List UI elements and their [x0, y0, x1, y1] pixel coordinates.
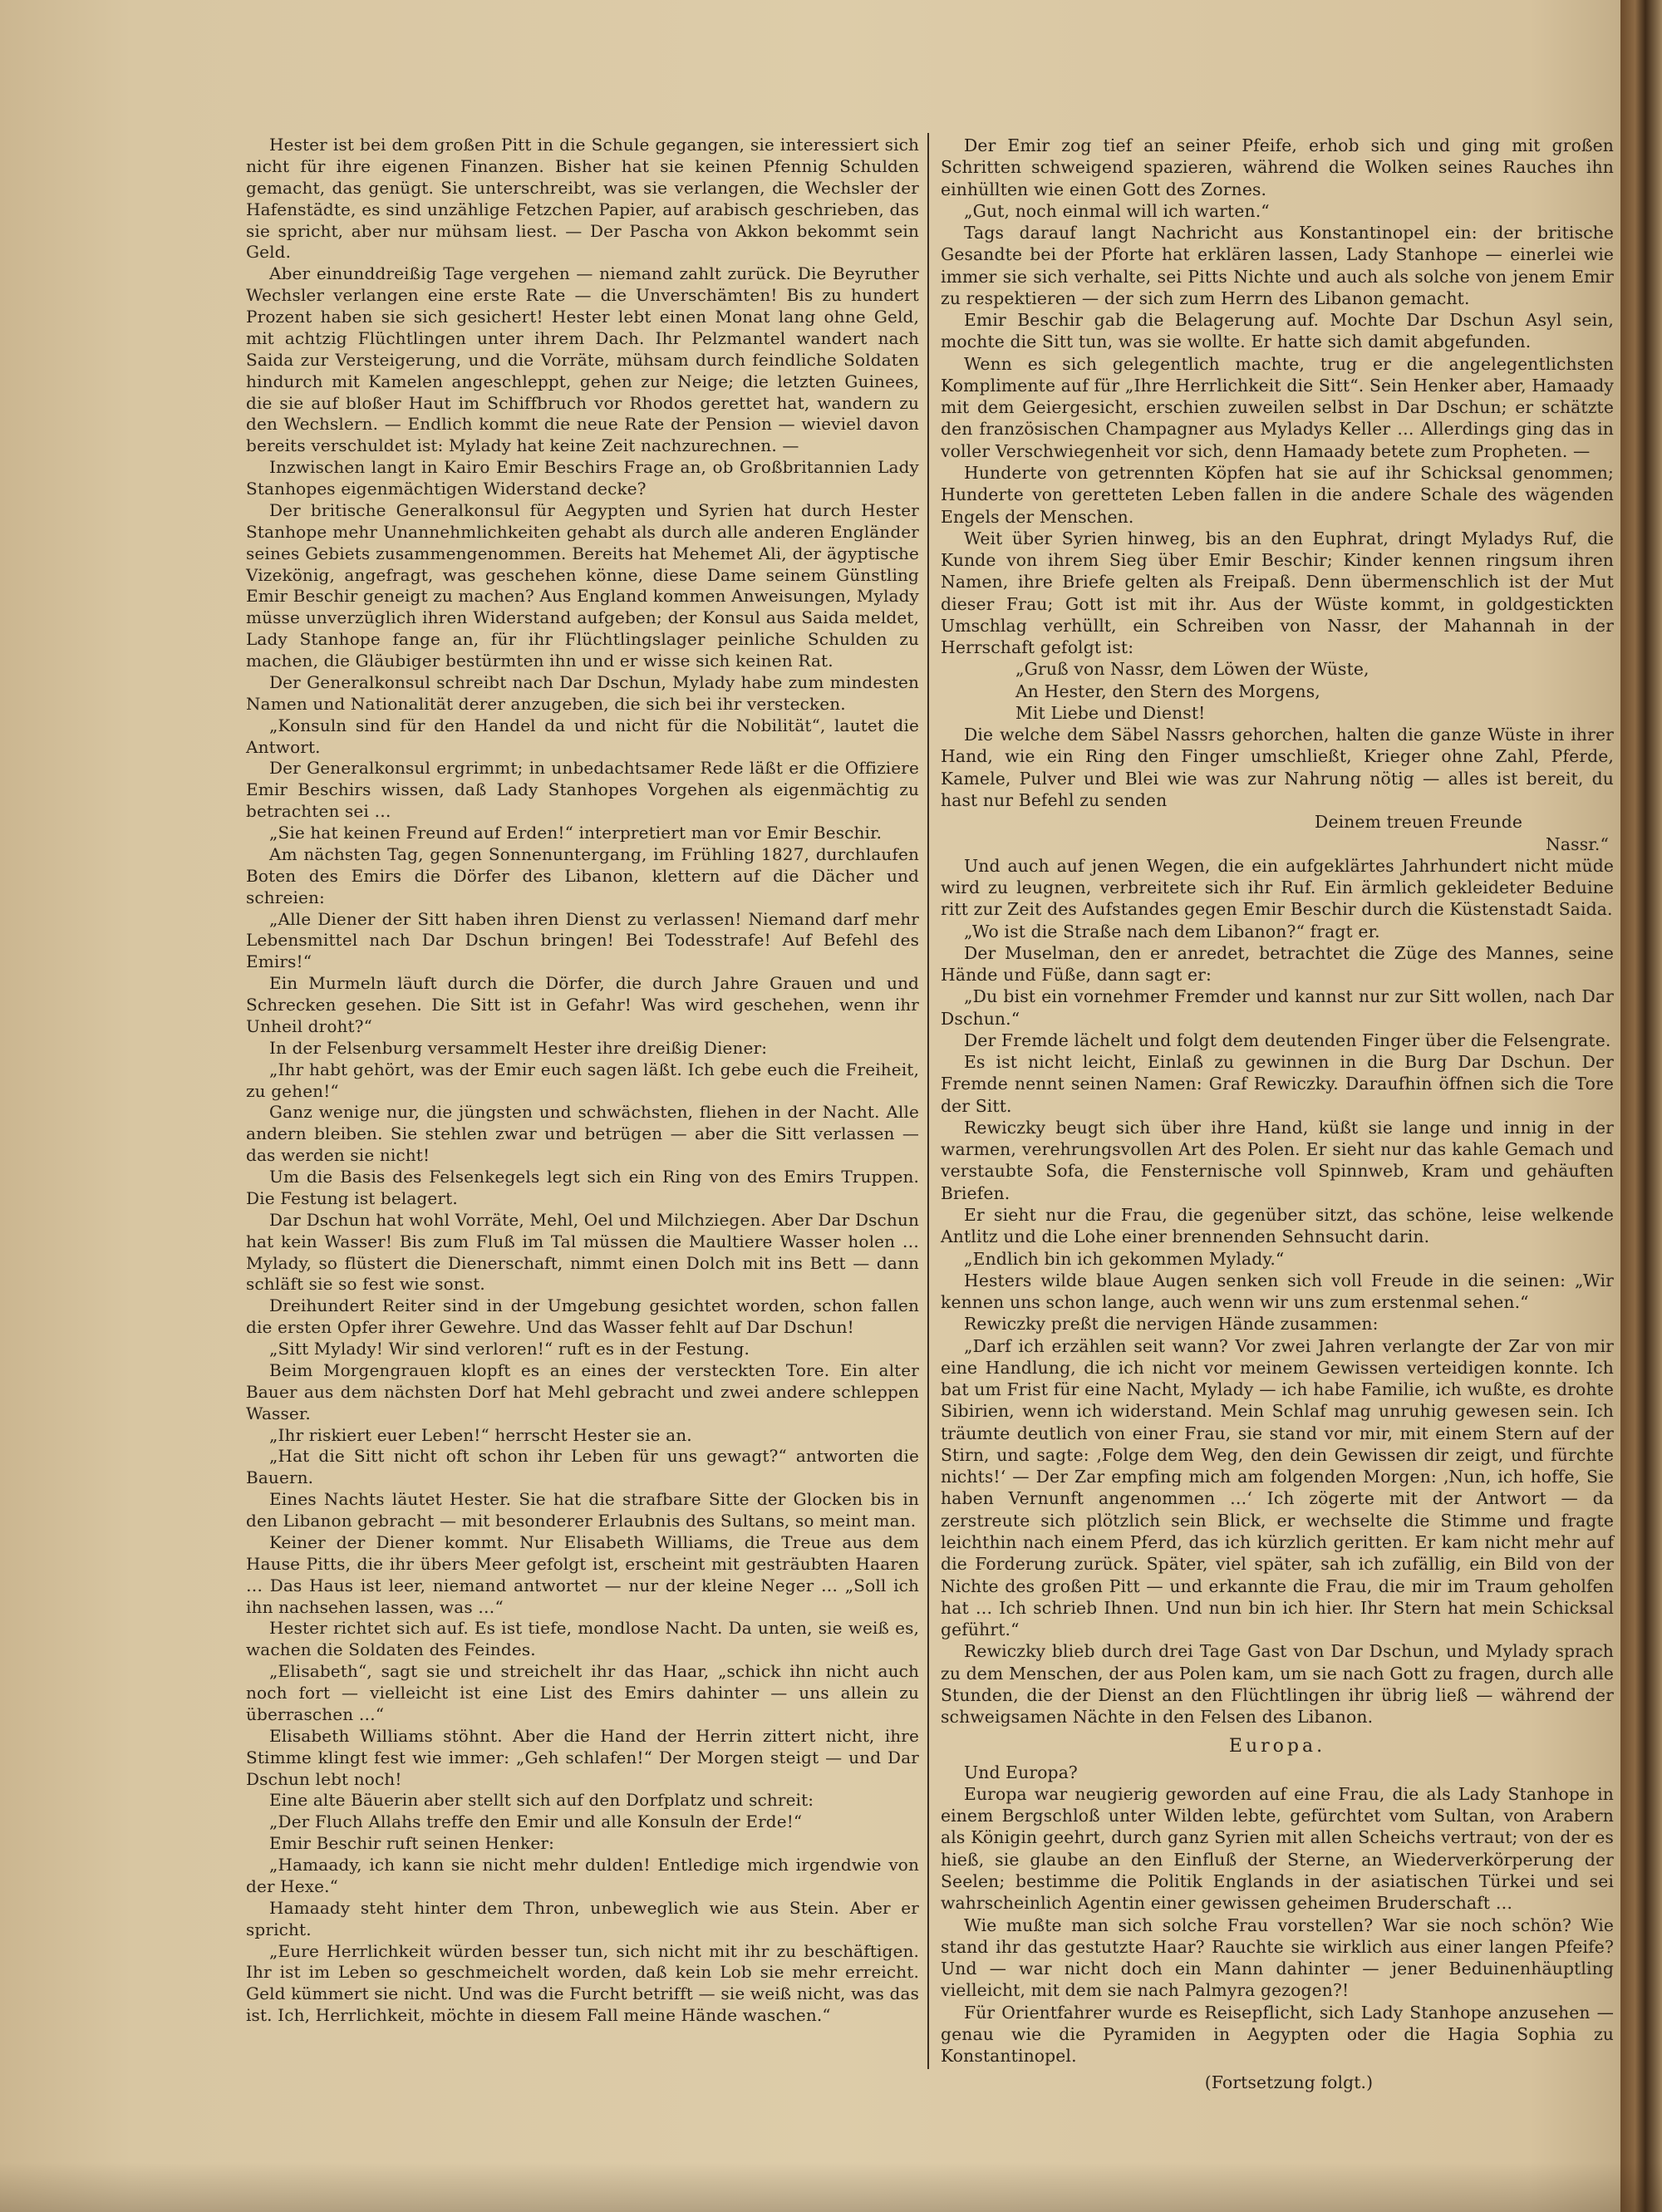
right-text-column — [941, 135, 1614, 2094]
article-paragraph: Hester richtet sich auf. Es ist tiefe, mondlose Nacht. Da unten, sie weiß es, wachen die Soldaten des Feindes. — [246, 1618, 919, 1660]
article-paragraph: Hamaady steht hinter dem Thron, unbeweglich wie aus Stein. Aber er spricht. — [246, 1897, 919, 1939]
article-paragraph: Weit über Syrien hinweg, bis an den Euphrat, dringt Myladys Ruf, die Kunde von ihrem Sieg über Emir Beschir; Kinder kennen ringsum ihren Namen, ihre Briefe gelten als Freipaß. Denn übermenschlich ist der Mut dieser Frau; Gott ist mit ihr. Aus der Wüste kommt, in goldgestickten Umschlag verhüllt, ein Schreiben von Nassr, der Mahannah in der Herrschaft gefolgt ist: — [941, 528, 1614, 658]
article-paragraph: „Hat die Sitt nicht oft schon ihr Leben für uns gewagt?“ antworten die Bauern. — [246, 1446, 919, 1488]
article-paragraph: Eines Nachts läutet Hester. Sie hat die strafbare Sitte der Glocken bis in den Libanon gebracht — mit besonderer Erlaubnis des Sultans, so meint man. — [246, 1489, 919, 1531]
article-paragraph: Europa war neugierig geworden auf eine Frau, die als Lady Stanhope in einem Bergschloß unter Wilden lebte, gefürchtet vom Sultan, von Arabern als Königin geehrt, durch ganz Syrien mit allen Scheichs vertraut; von der es hieß, sie glaube an den Einfluß der Sterne, an Wiederverkörperung der Seelen; bestimme die Politik Englands in der asiatischen Türkei und sei wahrscheinlich Agentin einer gewissen geheimen Bruderschaft … — [941, 1783, 1614, 1914]
article-paragraph: Hunderte von getrennten Köpfen hat sie auf ihr Schicksal genommen; Hunderte von geretteten Leben fallen in die andere Schale des wägenden Engels der Menschen. — [941, 462, 1614, 527]
article-paragraph: „Hamaady, ich kann sie nicht mehr dulden! Entledige mich irgendwie von der Hexe.“ — [246, 1855, 919, 1896]
article-paragraph: Ganz wenige nur, die jüngsten und schwächsten, fliehen in der Nacht. Alle andern bleiben. Sie stehlen zwar und betrügen — aber die Sitt verlassen — das werden sie nicht! — [246, 1102, 919, 1166]
article-paragraph: Dar Dschun hat wohl Vorräte, Mehl, Oel und Milchziegen. Aber Dar Dschun hat kein Wasser! Bis zum Fluß im Tal müssen die Maultiere Wasser holen … Mylady, so flüstert die Dienerschaft, nimmt einen Dolch mit ins Bett — dann schläft sie so fest wie sonst. — [246, 1209, 919, 1295]
article-paragraph: Für Orientfahrer wurde es Reisepflicht, sich Lady Stanhope anzusehen — genau wie die Pyramiden in Aegypten oder die Hagia Sophia zu Konstantinopel. — [941, 2002, 1614, 2067]
article-paragraph: „Darf ich erzählen seit wann? Vor zwei Jahren verlangte der Zar von mir eine Handlung, die ich nicht vor meinem Gewissen verteidigen konnte. Ich bat um Frist für eine Nacht, Mylady — ich habe Familie, ich wußte, es drohte Sibirien, wenn ich widerstand. Mein Schlaf mag unruhig gewesen sein. Ich träumte deutlich von einer Frau, sie stand vor mir, mit einem Stern auf der Stirn, und sagte: ‚Folge dem Weg, den dein Gewissen dir zeigt, und fürchte nichts!‘ — Der Zar empfing mich am folgenden Morgen: ‚Nun, ich hoffe, Sie haben Vernunft angenommen …‘ Ich zögerte mit der Antwort — da zerstreute sich plötzlich sein Blick, er wechselte die Stimme und fragte leichthin nach einem Pferd, das ich kürzlich geritten. Er kam nicht mehr auf die Forderung zurück. Später, viel später, sah ich zufällig, ein Bild von der Nichte des großen Pitt — und erkannte die Frau, die mir im Traum geholfen hat … Ich schrieb Ihnen. Und nun bin ich hier. Ihr Stern hat mein Schicksal geführt.“ — [941, 1335, 1614, 1640]
book-binding-edge — [1620, 0, 1662, 2212]
article-paragraph: Er sieht nur die Frau, die gegenüber sitzt, das schöne, leise welkende Antlitz und die Lohe einer brennenden Sehnsucht darin. — [941, 1205, 1614, 1247]
article-paragraph: Tags darauf langt Nachricht aus Konstantinopel ein: der britische Gesandte bei der Pforte hat erklären lassen, Lady Stanhope — einerlei wie immer sie sich verhalte, sei Pitts Nichte und auch als solche von jenem Emir zu respektieren — der sich zum Herrn des Libanon gemacht. — [941, 223, 1614, 308]
article-paragraph: Der britische Generalkonsul für Aegypten und Syrien hat durch Hester Stanhope mehr Unannehmlichkeiten gehabt als durch alle anderen Engländer seines Gebiets zusammengenommen. Bereits hat Mehemet Ali, der ägyptische Vizekönig, angefragt, was geschehen könne, diese Dame seinem Günstling Emir Beschir geneigt zu machen? Aus England kommen Anweisungen, Mylady müsse unverzüglich ihren Widerstand aufgeben; der Konsul aus Saida meldet, Lady Stanhope fange an, für ihr Flüchtlingslager peinliche Schulden zu machen, die Gläubiger bestürmten ihn und er wisse sich keinen Rat. — [246, 499, 919, 671]
article-paragraph: Rewiczky preßt die nervigen Hände zusammen: — [964, 1314, 1379, 1335]
article-paragraph: Elisabeth Williams stöhnt. Aber die Hand der Herrin zittert nicht, ihre Stimme klingt fest wie immer: „Geh schlafen!“ Der Morgen steigt — und Dar Dschun lebt noch! — [246, 1725, 919, 1789]
article-paragraph: „Du bist ein vornehmer Fremder und kannst nur zur Sitt wollen, nach Dar Dschun.“ — [941, 986, 1614, 1029]
article-paragraph: „Eure Herrlichkeit würden besser tun, sich nicht mit ihr zu beschäftigen. Ihr ist im Leben so geschmeichelt worden, daß kein Lob sie mehr erreicht. Geld kümmert sie nicht. Und was die Furcht betrifft — sie weiß nicht, was das ist. Ich, Herrlichkeit, möchte in diesem Fall meine Hände waschen.“ — [246, 1940, 919, 2026]
article-paragraph: Am nächsten Tag, gegen Sonnenuntergang, im Frühling 1827, durchlaufen Boten des Emirs die Dörfer des Libanon, klettern auf die Dächer und schreien: — [246, 843, 919, 907]
article-paragraph: „Ihr riskiert euer Leben!“ herrscht Hester sie an. — [269, 1424, 692, 1445]
article-paragraph: Keiner der Diener kommt. Nur Elisabeth Williams, die Treue aus dem Hause Pitts, die ihr übers Meer gefolgt ist, erscheint mit gesträubten Haaren … Das Haus ist leer, niemand antwortet — nur der kleine Neger … „Soll ich ihn nachsehen lassen, was …“ — [246, 1531, 919, 1617]
article-paragraph: Inzwischen langt in Kairo Emir Beschirs Frage an, ob Großbritannien Lady Stanhopes eigenmächtigen Widerstand decke? — [246, 457, 919, 499]
article-paragraph: Rewiczky blieb durch drei Tage Gast von Dar Dschun, und Mylady sprach zu dem Menschen, der aus Polen kam, um sie nach Gott zu fragen, durch alle Stunden, die der Dienst an den Flüchtlingen ihr übrig ließ — während der schweigsamen Nächte in den Felsen des Libanon. — [941, 1641, 1614, 1728]
section-heading: Europa. — [1228, 1736, 1326, 1757]
article-paragraph: Emir Beschir gab die Belagerung auf. Mochte Dar Dschun Asyl sein, mochte die Sitt tun, was sie wollte. Er hatte sich damit abgefunden. — [941, 310, 1614, 352]
article-paragraph: „Alle Diener der Sitt haben ihren Dienst zu verlassen! Niemand darf mehr Lebensmittel nach Dar Dschun bringen! Bei Todesstrafe! Auf Befehl des Emirs!“ — [246, 908, 919, 972]
article-paragraph: „Elisabeth“, sagt sie und streichelt ihr das Haar, „schick ihn nicht auch noch fort — vielleicht ist eine List des Emirs dahinter — uns allein zu überraschen …“ — [246, 1661, 919, 1724]
article-paragraph: Der Fremde lächelt und folgt dem deutenden Finger über die Felsengrate. — [964, 1030, 1611, 1050]
article-paragraph: Wenn es sich gelegentlich machte, trug er die angelegentlichsten Komplimente auf für „Ihre Herrlichkeit die Sitt“. Sein Henker aber, Hamaady mit dem Geiergesicht, erschien zuweilen selbst in Dar Dschun; er schätzte den französischen Champagner aus Myladys Keller … Allerdings ging das in voller Verschwiegenheit vor sich, denn Hamaady betete zum Propheten. — — [941, 353, 1614, 461]
article-paragraph: Hester ist bei dem großen Pitt in die Schule gegangen, sie interessiert sich nicht für ihre eigenen Finanzen. Bisher hat sie keinen Pfennig Schulden gemacht, das genügt. Sie unterschreibt, was sie verlangen, die Wechsler der Hafenstädte, es sind unzählige Fetzchen Papier, auf arabisch geschrieben, das sie spricht, aber nur mühsam liest. — Der Pascha von Akkon bekommt sein Geld. — [246, 135, 919, 263]
article-paragraph: „Sitt Mylady! Wir sind verloren!“ ruft es in der Festung. — [269, 1339, 750, 1359]
article-paragraph: Wie mußte man sich solche Frau vorstellen? War sie noch schön? Wie stand ihr das gestutzte Haar? Rauchte sie wirklich aus einer langen Pfeife? Und — war nicht doch ein Mann dahinter — jener Beduinenhäuptling vielleicht, mit dem sie nach Palmyra gezogen?! — [941, 1915, 1614, 2001]
letter-verse-line: Mit Liebe und Dienst! — [1015, 702, 1206, 723]
article-paragraph: Der Emir zog tief an seiner Pfeife, erhob sich und ging mit großen Schritten schweigend spazieren, während die Wolken seines Rauches ihn einhüllten wie einen Gott des Zornes. — [941, 135, 1614, 199]
column-divider — [927, 133, 929, 2069]
left-text-column — [246, 135, 919, 2027]
article-paragraph: Emir Beschir ruft seinen Henker: — [269, 1833, 554, 1854]
article-paragraph: In der Felsenburg versammelt Hester ihre dreißig Diener: — [269, 1037, 768, 1058]
article-paragraph: Eine alte Bäuerin aber stellt sich auf den Dorfplatz und schreit: — [269, 1790, 814, 1811]
article-paragraph: Und auch auf jenen Wegen, die ein aufgeklärtes Jahrhundert nicht müde wird zu leugnen, verbreitete sich ihr Ruf. Ein ärmlich gekleideter Beduine ritt zur Zeit des Aufstandes gegen Emir Beschir durch die Küstenstadt Saida. — [941, 855, 1614, 920]
letter-verse-line: „Gruß von Nassr, dem Löwen der Wüste, — [1015, 659, 1369, 680]
article-paragraph: Es ist nicht leicht, Einlaß zu gewinnen in die Burg Dar Dschun. Der Fremde nennt seinen Namen: Graf Rewiczky. Daraufhin öffnen sich die Tore der Sitt. — [941, 1052, 1614, 1116]
letter-signature: Nassr.“ — [1546, 833, 1609, 854]
article-paragraph: Hesters wilde blaue Augen senken sich voll Freude in die seinen: „Wir kennen uns schon lange, auch wenn wir uns zum erstenmal sehen.“ — [941, 1270, 1614, 1313]
article-paragraph: „Endlich bin ich gekommen Mylady.“ — [964, 1248, 1285, 1269]
article-paragraph: Die welche dem Säbel Nassrs gehorchen, halten die ganze Wüste in ihrer Hand, wie ein Ring den Finger umschließt, Krieger ohne Zahl, Pferde, Kamele, Pulver und Blei wie was zur Nahrung nötig — alles ist bereit, du hast nur Befehl zu senden — [941, 725, 1614, 810]
article-paragraph: Der Muselman, den er anredet, betrachtet die Züge des Mannes, seine Hände und Füße, dann sagt er: — [941, 942, 1614, 986]
article-paragraph: Aber einunddreißig Tage vergehen — niemand zahlt zurück. Die Beyruther Wechsler verlangen eine erste Rate — die Unverschämten! Bis zu hundert Prozent haben sie sich gesichert! Hester lebt einen Monat lang ohne Geld, mit achtzig Flüchtlingen unter ihrem Dach. Ihr Pelzmantel wandert nach Saida zur Versteigerung, und die Vorräte, mühsam durch feindliche Soldaten hindurch mit Kamelen angeschleppt, gehen zur Neige; die letzten Guinees, die sie auf bloßer Haut im Schiffbruch vor Rhodos gerettet hat, wandern zu den Wechslern. — Endlich kommt die neue Rate der Pension — wieviel davon bereits verschuldet ist: Mylady hat keine Zeit nachzurechnen. — — [246, 263, 919, 456]
article-paragraph: Und Europa? — [964, 1762, 1078, 1782]
article-paragraph: Um die Basis des Felsenkegels legt sich ein Ring von des Emirs Truppen. Die Festung ist belagert. — [246, 1167, 919, 1208]
article-paragraph: „Der Fluch Allahs treffe den Emir und alle Konsuln der Erde!“ — [269, 1811, 803, 1832]
article-paragraph: Rewiczky beugt sich über ihre Hand, küßt sie lange und innig in der warmen, verehrungsvollen Art des Polen. Er sieht nur das kahle Gemach und verstaubte Sofa, die Fensternische voll Spinnweb, Kram und gehäuften Briefen. — [941, 1117, 1614, 1203]
article-paragraph: Beim Morgengrauen klopft es an eines der versteckten Tore. Ein alter Bauer aus dem nächsten Dorf hat Mehl gebracht und zwei andere schleppen Wasser. — [246, 1359, 919, 1423]
article-paragraph: Dreihundert Reiter sind in der Umgebung gesichtet worden, schon fallen die ersten Opfer ihrer Gewehre. Und das Wasser fehlt auf Dar Dschun! — [246, 1295, 919, 1338]
article-paragraph: Der Generalkonsul ergrimmt; in unbedachtsamer Rede läßt er die Offiziere Emir Beschirs wissen, daß Lady Stanhopes Vorgehen als eigenmächtig zu betrachten sei … — [246, 758, 919, 822]
article-paragraph: Der Generalkonsul schreibt nach Dar Dschun, Mylady habe zum mindesten Namen und Nationalität derer anzugeben, die sich bei ihr verstecken. — [246, 671, 919, 714]
letter-verse-line: An Hester, den Stern des Morgens, — [1015, 681, 1320, 701]
letter-closing: Deinem treuen Freunde — [1315, 812, 1522, 833]
article-paragraph: „Gut, noch einmal will ich warten.“ — [964, 200, 1270, 221]
article-paragraph: „Konsuln sind für den Handel da und nicht für die Nobilität“, lautet die Antwort. — [246, 715, 919, 757]
article-paragraph: Ein Murmeln läuft durch die Dörfer, die durch Jahre Grauen und und Schrecken gesehen. Die Sitt ist in Gefahr! Was wird geschehen, wenn ihr Unheil droht?“ — [246, 973, 919, 1036]
page-bottom-shadow — [0, 2162, 1662, 2212]
article-paragraph: „Wo ist die Straße nach dem Libanon?“ fragt er. — [964, 921, 1380, 941]
article-paragraph: „Sie hat keinen Freund auf Erden!“ interpretiert man vor Emir Beschir. — [269, 823, 883, 843]
continuation-note: (Fortsetzung folgt.) — [1204, 2072, 1374, 2093]
article-paragraph: „Ihr habt gehört, was der Emir euch sagen läßt. Ich gebe euch die Freiheit, zu gehen!“ — [246, 1059, 919, 1101]
